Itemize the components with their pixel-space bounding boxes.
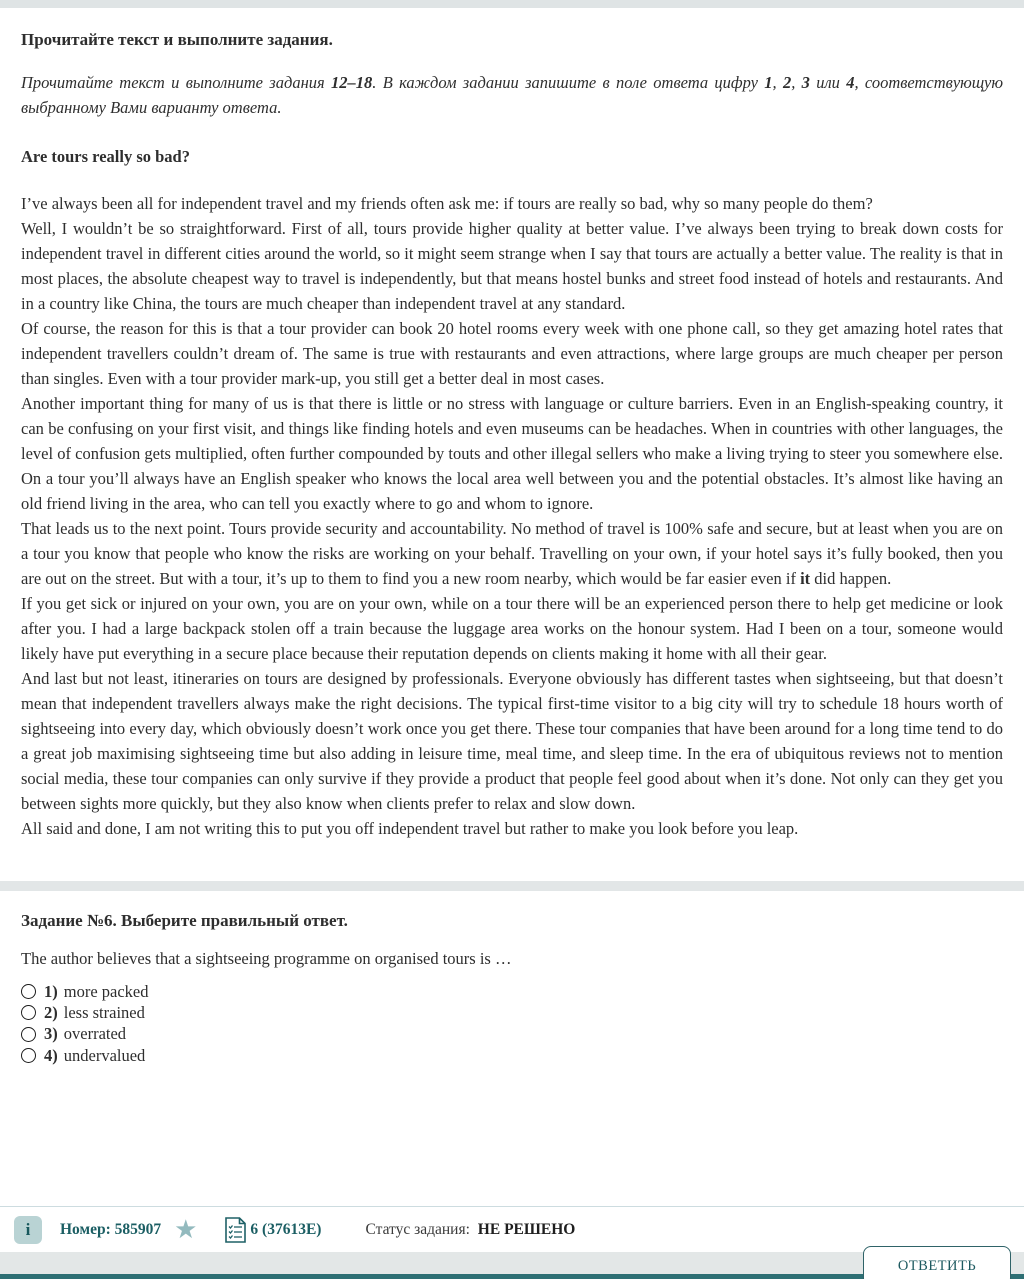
option-label: more packed	[63, 981, 149, 1001]
option-label: undervalued	[63, 1045, 146, 1065]
radio-button[interactable]	[21, 1048, 36, 1063]
reading-paragraph: Of course, the reason for this is that a tour provider can book 20 hotel rooms every week with one phone call, so they get amazing hotel rates that independent travellers couldn’t dream of. The same is true with restaurants and even attractions, where large groups are much cheaper per person than singles. Even with a tour provider mark-up, you still get a better deal in most cases.	[21, 319, 1003, 388]
option-label: overrated	[63, 1024, 127, 1044]
answer-option-1[interactable]	[21, 981, 1003, 1002]
task-status	[365, 1221, 575, 1239]
instructions-text: Прочитайте текст и выполните задания 12–18. В каждом задании запишите в поле ответа цифру 1, 2, 3 или 4, соответствующую выбранному Вами варианту ответа.	[21, 73, 1003, 117]
radio-button[interactable]	[21, 984, 36, 999]
answer-option-4[interactable]	[21, 1045, 1003, 1066]
reading-paragraph: And last but not least, itineraries on tours are designed by professionals. Everyone obviously has different tastes when sightseeing, but that doesn’t mean that independent travellers always make the right decisions. The typical first-time visitor to a big city will try to schedule 18 hours worth of sightseeing into every day, which obviously doesn’t work once you get there. These tour companies that have been around for a long time tend to do a great job maximising sightseeing time but also adding in leisure time, meal time, and sleep time. In the era of ubiquitous reviews not to mention social media, these tour companies can only survive if they provide a product that people feel good about when it’s done. Not only can they get you between sights more quickly, but they also know when clients prefer to relax and slow down.	[21, 669, 1003, 813]
reading-paragraph: I’ve always been all for independent travel and my friends often ask me: if tours are really so bad, why so many people do them?	[21, 194, 873, 213]
task-ref-link[interactable]	[224, 1217, 321, 1243]
reading-section	[0, 30, 1024, 841]
option-label: less strained	[63, 1002, 145, 1022]
reading-paragraph: Well, I wouldn’t be so straightforward. First of all, tours provide higher quality at better value. I’ve always been trying to break down costs for independent travel in different cities around the world, so it might seem strange when I say that tours are actually a better value. The reality is that in most places, the absolute cheapest way to travel is independently, but that means hostel bunks and street food instead of hotels and restaurants. And in a country like China, the tours are much cheaper than independent travel at any standard.	[21, 219, 1003, 313]
question-title: Задание №6. Выберите правильный ответ.	[21, 911, 348, 930]
task-number-link[interactable]: Номер: 585907	[60, 1220, 162, 1238]
reading-paragraph: Another important thing for many of us is that there is little or no stress with language or culture barriers. Even in an English-speaking country, it can be confusing on your first visit, and things like finding hotels and even museums can be headaches. When in countries with other languages, the level of confusion gets multiplied, often further compounded by touts and other illegal sellers who make a living trying to steer you somewhere else. On a tour you’ll always have an English speaker who knows the local area well between you and the potential obstacles. It’s almost like having an old friend living in the area, who can tell you exactly where to go and whom to ignore.	[21, 394, 1003, 513]
status-label: Статус задания:	[365, 1220, 470, 1238]
answer-button[interactable]: ОТВЕТИТЬ	[863, 1246, 1011, 1279]
status-value: НЕ РЕШЕНО	[477, 1220, 576, 1238]
info-icon[interactable]: i	[14, 1216, 42, 1244]
reading-text	[21, 191, 1003, 841]
option-number: 2)	[44, 1002, 58, 1022]
reading-paragraph: If you get sick or injured on your own, you are on your own, while on a tour there will be an experienced person there to help get medicine or look after you. I had a large backpack stolen off a train because the luggage area works on the honour system. Had I been on a tour, someone would likely have put everything in a secure place because their reputation depends on clients making it home with all their gear.	[21, 594, 1003, 663]
section-separator	[0, 881, 1024, 891]
star-icon[interactable]: ★	[174, 1214, 198, 1244]
option-number: 1)	[44, 981, 58, 1001]
answer-option-2[interactable]	[21, 1002, 1003, 1023]
instructions-title: Прочитайте текст и выполните задания.	[21, 30, 333, 49]
answer-options	[21, 981, 1003, 1066]
option-number: 3)	[44, 1024, 58, 1044]
answer-option-3[interactable]	[21, 1024, 1003, 1045]
reading-paragraph: All said and done, I am not writing this to put you off independent travel but rather to make you look before you leap.	[21, 819, 799, 838]
top-strip	[0, 0, 1024, 8]
option-number: 4)	[44, 1045, 58, 1065]
reading-title: Are tours really so bad?	[21, 147, 190, 166]
question-prompt: The author believes that a sightseeing programme on organised tours is …	[21, 949, 512, 968]
reading-paragraph: That leads us to the next point. Tours provide security and accountability. No method of travel is 100% safe and secure, but at least when you are on a tour you know that people who know the risks are working on your behalf. Travelling on your own, if your hotel says it’s fully booked, then you are out on the street. But with a tour, it’s up to them to find you a new room nearby, which would be far easier even if it did happen.	[21, 519, 1003, 588]
document-checklist-icon	[224, 1217, 247, 1243]
radio-button[interactable]	[21, 1027, 36, 1042]
task-ref-text: 6 (37613E)	[250, 1220, 322, 1238]
radio-button[interactable]	[21, 1005, 36, 1020]
question-section	[0, 910, 1024, 1066]
